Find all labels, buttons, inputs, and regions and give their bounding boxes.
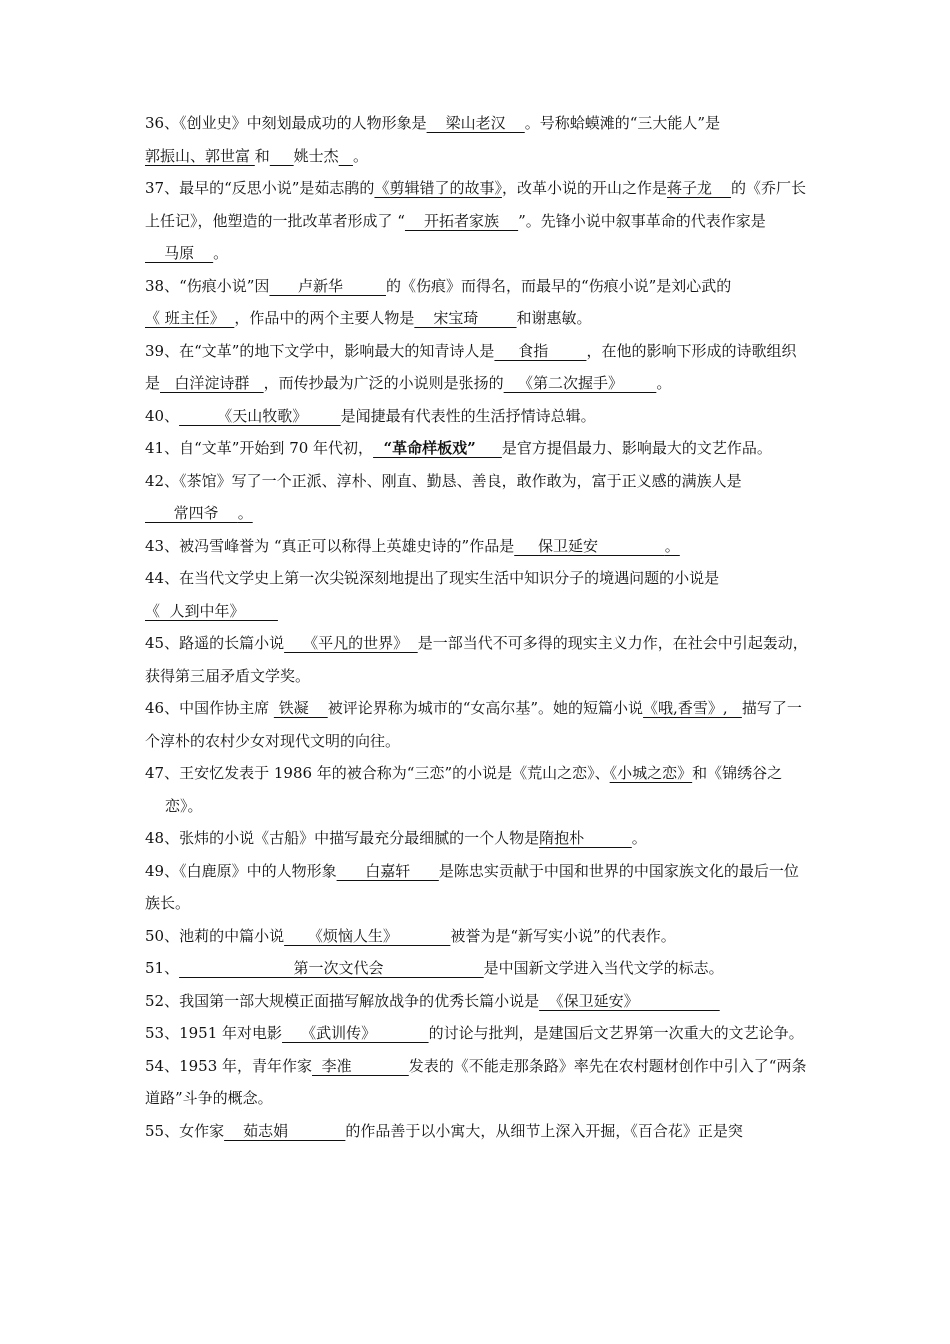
question-item [145,1050,810,1115]
answer-blank: 食指 [494,341,587,360]
answer-blank: 《 人到中年》 [145,601,278,620]
answer-blank: 《小城之恋》 [609,764,693,782]
answer-blank: 《剪辑错了的故事》 [374,179,502,197]
answer-blank: 《武训传》 [282,1024,429,1042]
question-text: ，改革小说的开山之作是 [501,179,667,197]
question-text: 的《伤痕》而得名，而最早的“伤痕小说”是刘心武的 [385,276,732,295]
answer-blank: 《天山牧歌》 [179,406,341,425]
answer-blank: 白洋淀诗群 [160,374,264,392]
question-text: 是官方提倡最力、影响最大的文艺作品。 [501,439,772,457]
question-item [145,530,810,563]
question-text: 37、最早的“反思小说”是茹志鹃的 [145,179,375,197]
question-item [145,465,810,530]
answer-blank [339,147,353,165]
question-text: ”。先锋小说中叙事革命的代表作家是 [518,211,766,230]
question-text: ，而传抄最为广泛的小说则是张扬的 [263,374,504,392]
question-item [145,627,810,692]
question-text: 发表的《不能走那条路》率先在农村题材创作中引入了“两条道路”斗争的概念。 [145,1056,807,1107]
question-list [145,107,810,1147]
question-item [145,172,810,270]
question-text: ，作品中的两个主要人物是 [234,309,415,327]
answer-blank: 开拓者家族 [404,211,519,230]
answer-blank: 茹志娟 [224,1121,346,1140]
question-item [145,270,810,335]
question-text: 55、女作家 [145,1121,225,1140]
question-text: 。 [656,374,672,392]
answer-blank: 李准 [312,1056,409,1075]
question-text: 38、“伤痕小说”因 [145,276,270,295]
answer-blank: 。 [237,504,253,522]
question-text: 51、 [145,959,180,977]
answer-blank: 郭振山、郭世富 [145,146,255,165]
answer-blank: 卢新华 [269,276,386,295]
question-item [145,757,810,822]
question-item [145,335,810,400]
question-text: 是闻捷最有代表性的生活抒情诗总辑。 [340,406,596,425]
answer-blank: 。 [664,536,680,555]
question-text: 47、王安忆发表于 1986 年的被合称为“三恋”的小说是《荒山之恋》、 [145,764,610,782]
question-item [145,400,810,433]
answer-blank: 《保卫延安》 [539,991,720,1010]
question-item [145,985,810,1018]
answer-blank: 宋宝琦 [414,309,517,327]
question-text: 46、中国作协主席 [145,699,274,717]
question-item [145,1115,810,1148]
question-text: 和《锦绣谷之恋》。 [165,764,783,815]
question-text: 53、1951 年对电影 [145,1024,283,1042]
question-text: 被誉为是“新写实小说”的代表作。 [450,926,676,945]
question-item [145,432,810,465]
answer-blank: 蒋子龙 [666,179,732,197]
question-text: 姚士杰 [293,146,339,165]
question-text: 是中国新文学进入当代文学的标志。 [483,959,724,977]
question-item [145,952,810,985]
answer-blank: 铁凝 [273,699,328,717]
question-text: 48、张炜的小说《古船》中描写最充分最细腻的一个人物是 [145,829,540,847]
answer-blank: 白嘉轩 [336,861,439,880]
question-item [145,1017,810,1050]
answer-blank: 《哦,香雪》, [643,699,742,717]
question-text: 50、池莉的中篇小说 [145,926,285,945]
question-text: 。号称蛤蟆滩的“三大能人”是 [524,114,721,132]
question-text: 49、《白鹿原》中的人物形象 [145,861,337,880]
answer-blank: 马原 [145,244,214,262]
answer-blank: 梁山老汉 [426,114,525,132]
question-text: 的作品善于以小寓大，从细节上深入开掘，《百合花》正是突 [345,1121,743,1140]
question-item [145,562,810,627]
answer-blank: 常四爷 [145,504,238,522]
question-text: 是陈忠实贡献于中国和世界的中国家族文化的最后一位族长。 [145,861,799,912]
question-text: 被评论界称为城市的“女高尔基”。她的短篇小说 [327,699,644,717]
answer-blank: 《平凡的世界》 [284,634,418,652]
question-text: 描写了一个淳朴的农村少女对现代文明的向往。 [145,699,802,750]
question-text: ，在他的影响下形成的诗歌组织是 [145,341,797,392]
answer-blank: 隋抱朴 [539,829,632,847]
question-text: 36、《创业史》中刻划最成功的人物形象是 [145,114,427,132]
answer-blank: 保卫延安 [514,536,665,555]
question-text: 和谢惠敏。 [516,309,592,327]
question-text: 和 [254,146,270,165]
question-text: 的《乔厂长上任记》，他塑造的一批改革者形成了 “ [145,179,807,230]
answer-blank: 《烦恼人生》 [284,926,451,945]
answer-blank [270,147,294,165]
answer-blank: “革命样板戏” [373,439,502,457]
question-text: 。 [631,829,647,847]
question-text: 是一部当代不可多得的现实主义力作，在社会中引起轰动，获得第三届矛盾文学奖。 [145,634,808,685]
answer-blank: 《 班主任》 [145,309,235,327]
question-text: 41、自“文革”开始到 70 年代初， [145,439,374,457]
question-text: 43、被冯雪峰誉为 “真正可以称得上英雄史诗的”作品是 [145,536,515,555]
question-item [145,920,810,953]
question-text: 44、在当代文学史上第一次尖锐深刻地提出了现实生活中知识分子的境遇问题的小说是 [145,569,720,587]
question-text: 45、路遥的长篇小说 [145,634,285,652]
question-text: 40、 [145,406,180,425]
question-text: 42、《茶馆》写了一个正派、淳朴、刚直、勤恳、善良，敢作敢为，富于正义感的满族人是 [145,471,742,490]
question-text: 52、我国第一部大规模正面描写解放战争的优秀长篇小说是 [145,991,540,1010]
answer-blank: 第一次文代会 [179,959,484,977]
question-text: 。 [213,244,229,262]
question-text: 。 [352,146,368,165]
question-item [145,107,810,172]
question-item [145,692,810,757]
question-item [145,822,810,855]
answer-blank: 《第二次握手》 [503,374,657,392]
question-item [145,855,810,920]
question-text: 的讨论与批判，是建国后文艺界第一次重大的文艺论争。 [428,1024,804,1042]
question-text: 39、在“文革”的地下文学中，影响最大的知青诗人是 [145,341,495,360]
question-text: 54、1953 年，青年作家 [145,1056,313,1075]
